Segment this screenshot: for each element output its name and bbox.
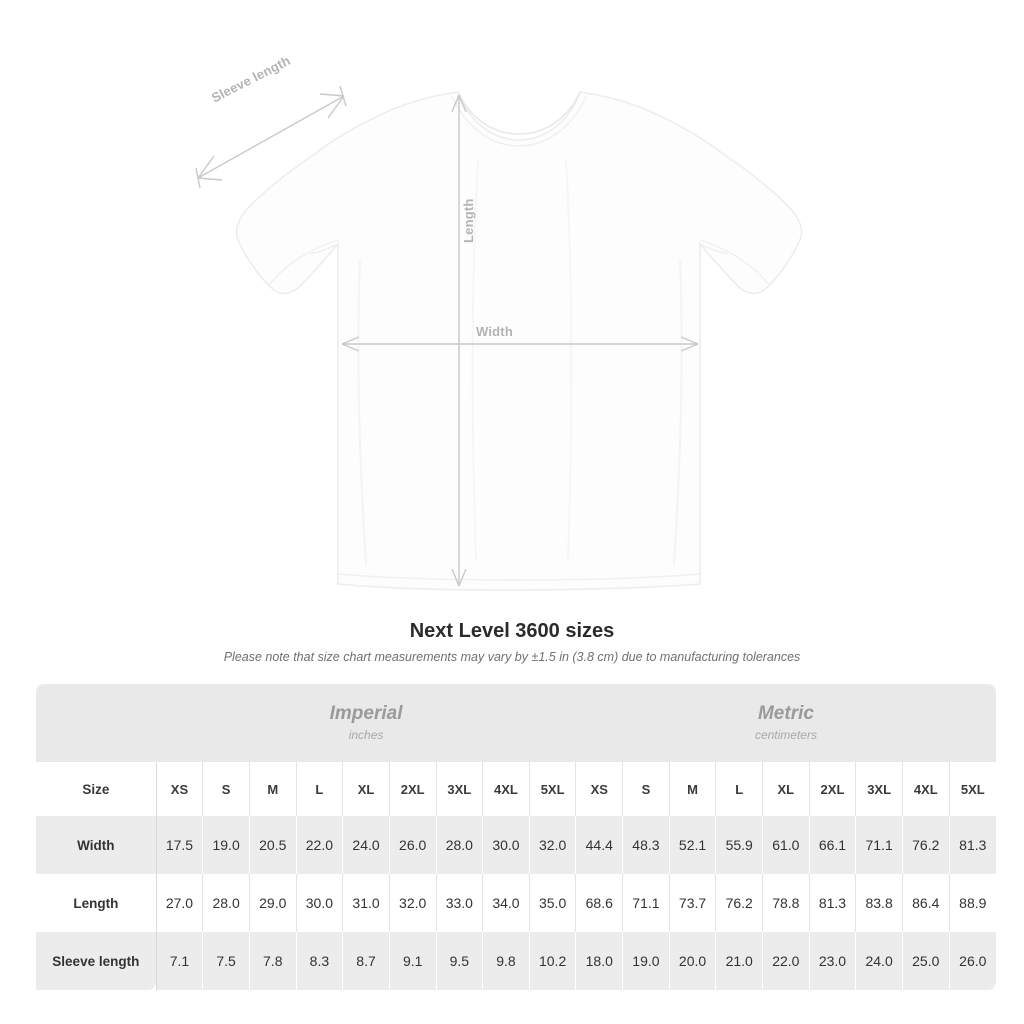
cell-sleeve-metric-5xl: 26.0 xyxy=(949,932,996,990)
size-header-imperial-2xl: 2XL xyxy=(389,762,436,816)
cell-sleeve-imperial-3xl: 9.5 xyxy=(436,932,483,990)
cell-width-imperial-5xl: 32.0 xyxy=(529,816,576,874)
cell-length-metric-m: 73.7 xyxy=(669,874,716,932)
size-header-metric-5xl: 5XL xyxy=(949,762,996,816)
system-header-spacer xyxy=(36,684,156,762)
cell-width-imperial-2xl: 26.0 xyxy=(389,816,436,874)
size-header-metric-4xl: 4XL xyxy=(902,762,949,816)
cell-length-imperial-2xl: 32.0 xyxy=(389,874,436,932)
cell-length-metric-xs: 68.6 xyxy=(576,874,623,932)
cell-sleeve-imperial-s: 7.5 xyxy=(203,932,250,990)
size-table xyxy=(36,684,996,990)
cell-sleeve-metric-3xl: 24.0 xyxy=(856,932,903,990)
cell-sleeve-metric-4xl: 25.0 xyxy=(902,932,949,990)
system-name-metric: Metric xyxy=(757,703,814,725)
page-title: Next Level 3600 sizes xyxy=(409,620,615,642)
system-header-imperial xyxy=(156,684,576,762)
cell-length-imperial-xl: 31.0 xyxy=(343,874,390,932)
tshirt-shape xyxy=(237,92,802,590)
system-header-row xyxy=(36,684,996,762)
cell-length-metric-l: 76.2 xyxy=(716,874,763,932)
cell-sleeve-imperial-m: 7.8 xyxy=(249,932,296,990)
cell-length-metric-4xl: 86.4 xyxy=(902,874,949,932)
cell-length-metric-3xl: 83.8 xyxy=(856,874,903,932)
table-row xyxy=(36,932,996,990)
cell-width-imperial-m: 20.5 xyxy=(249,816,296,874)
cell-sleeve-metric-s: 19.0 xyxy=(623,932,670,990)
table-row xyxy=(36,816,996,874)
cell-width-imperial-4xl: 30.0 xyxy=(483,816,530,874)
system-unit-metric: centimeters xyxy=(754,727,817,742)
cell-length-metric-2xl: 81.3 xyxy=(809,874,856,932)
size-header-imperial-4xl: 4XL xyxy=(483,762,530,816)
column-header-size: Size xyxy=(36,762,156,816)
cell-sleeve-imperial-4xl: 9.8 xyxy=(483,932,530,990)
cell-length-imperial-4xl: 34.0 xyxy=(483,874,530,932)
cell-sleeve-imperial-5xl: 10.2 xyxy=(529,932,576,990)
cell-length-metric-5xl: 88.9 xyxy=(949,874,996,932)
row-label-sleeve-length: Sleeve length xyxy=(36,932,156,990)
cell-length-metric-s: 71.1 xyxy=(623,874,670,932)
tolerance-note: Please note that size chart measurements may vary by ±1.5 in (3.8 cm) due to manufacturing tolerances xyxy=(223,650,801,664)
cell-width-imperial-3xl: 28.0 xyxy=(436,816,483,874)
sleeve-length-dimension-label: Sleeve length xyxy=(209,52,293,106)
table-row xyxy=(36,874,996,932)
cell-length-metric-xl: 78.8 xyxy=(763,874,810,932)
cell-sleeve-metric-m: 20.0 xyxy=(669,932,716,990)
cell-sleeve-imperial-l: 8.3 xyxy=(296,932,343,990)
cell-width-metric-5xl: 81.3 xyxy=(949,816,996,874)
cell-width-metric-xl: 61.0 xyxy=(763,816,810,874)
size-header-imperial-l: L xyxy=(296,762,343,816)
cell-length-imperial-3xl: 33.0 xyxy=(436,874,483,932)
size-header-imperial-5xl: 5XL xyxy=(529,762,576,816)
cell-width-imperial-xs: 17.5 xyxy=(156,816,203,874)
row-label-width: Width xyxy=(36,816,156,874)
size-header-metric-xl: XL xyxy=(763,762,810,816)
cell-width-imperial-s: 19.0 xyxy=(203,816,250,874)
cell-sleeve-metric-l: 21.0 xyxy=(716,932,763,990)
cell-sleeve-imperial-2xl: 9.1 xyxy=(389,932,436,990)
cell-width-metric-4xl: 76.2 xyxy=(902,816,949,874)
size-header-metric-xs: XS xyxy=(576,762,623,816)
cell-sleeve-imperial-xl: 8.7 xyxy=(343,932,390,990)
size-header-metric-2xl: 2XL xyxy=(809,762,856,816)
cell-width-imperial-xl: 24.0 xyxy=(343,816,390,874)
cell-sleeve-metric-xs: 18.0 xyxy=(576,932,623,990)
size-header-metric-l: L xyxy=(716,762,763,816)
cell-width-metric-m: 52.1 xyxy=(669,816,716,874)
size-header-metric-3xl: 3XL xyxy=(856,762,903,816)
cell-width-metric-l: 55.9 xyxy=(716,816,763,874)
size-header-imperial-m: M xyxy=(249,762,296,816)
cell-width-metric-xs: 44.4 xyxy=(576,816,623,874)
cell-width-metric-2xl: 66.1 xyxy=(809,816,856,874)
cell-width-metric-3xl: 71.1 xyxy=(856,816,903,874)
system-header-metric xyxy=(576,684,996,762)
size-header-metric-s: S xyxy=(623,762,670,816)
size-header-imperial-xl: XL xyxy=(343,762,390,816)
size-header-imperial-s: S xyxy=(203,762,250,816)
size-header-row xyxy=(36,762,996,816)
cell-length-imperial-l: 30.0 xyxy=(296,874,343,932)
cell-sleeve-metric-xl: 22.0 xyxy=(763,932,810,990)
cell-length-imperial-m: 29.0 xyxy=(249,874,296,932)
cell-length-imperial-5xl: 35.0 xyxy=(529,874,576,932)
cell-width-metric-s: 48.3 xyxy=(623,816,670,874)
size-header-imperial-xs: XS xyxy=(156,762,203,816)
system-name-imperial: Imperial xyxy=(329,703,403,725)
size-header-metric-m: M xyxy=(669,762,716,816)
size-chart-table xyxy=(36,684,996,990)
cell-sleeve-metric-2xl: 23.0 xyxy=(809,932,856,990)
row-label-length: Length xyxy=(36,874,156,932)
cell-length-imperial-s: 28.0 xyxy=(203,874,250,932)
width-dimension-label: Width xyxy=(476,324,513,339)
cell-length-imperial-xs: 27.0 xyxy=(156,874,203,932)
cell-sleeve-imperial-xs: 7.1 xyxy=(156,932,203,990)
size-header-imperial-3xl: 3XL xyxy=(436,762,483,816)
system-unit-imperial: inches xyxy=(348,727,384,742)
length-dimension-label: Length xyxy=(461,198,476,243)
cell-width-imperial-l: 22.0 xyxy=(296,816,343,874)
